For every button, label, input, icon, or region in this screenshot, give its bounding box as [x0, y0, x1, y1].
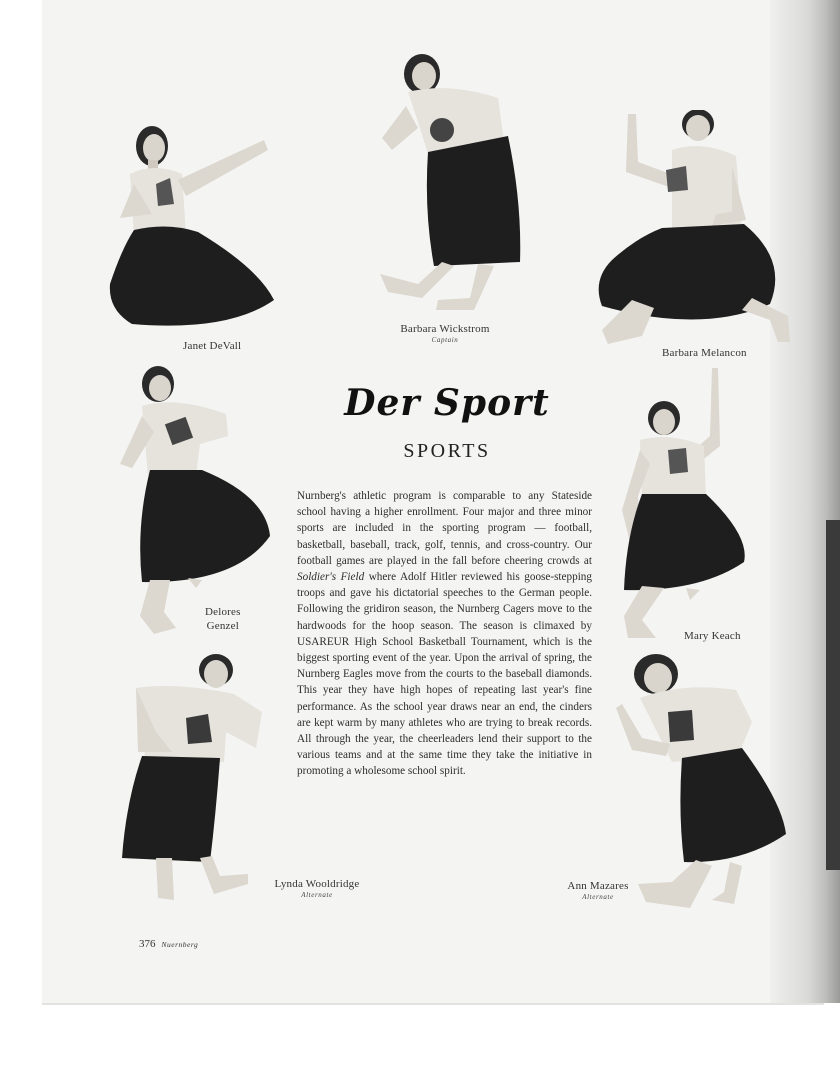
publication-name: Nuernberg — [161, 940, 199, 949]
page-number: 376 — [139, 938, 156, 950]
cheerleader-name: Janet DeVall — [183, 340, 242, 352]
caption-barbara-wickstrom — [397, 323, 493, 344]
caption-janet-devall — [183, 340, 241, 352]
caption-mary-keach — [684, 630, 741, 642]
page-bottom-edge — [42, 1003, 824, 1005]
photo-barbara-melancon — [592, 110, 800, 348]
cheerleader-role: Captain — [431, 336, 459, 344]
caption-lynda-wooldridge — [267, 878, 367, 899]
cheerleader-name: Mary Keach — [684, 630, 741, 642]
photo-delores-genzel — [116, 366, 274, 636]
paragraph-text-1: Nurnberg's athletic program is comparable to any Stateside school having a higher enrollment. Four major and three minor sports are included in the sporting program — football, basketball, baseball, track, golf, tennis, and cross-country. Our football games are played in the fall before cheering crowds at — [297, 490, 592, 567]
photo-barbara-wickstrom — [378, 52, 528, 314]
cheerleader-name-line2: Genzel — [206, 620, 239, 632]
photo-janet-devall — [108, 118, 276, 333]
photo-lynda-wooldridge — [116, 652, 270, 908]
photo-mary-keach — [620, 366, 750, 644]
caption-barbara-melancon — [662, 347, 747, 359]
page-title: Der Sport — [344, 382, 550, 424]
cheerleader-name: Barbara Wickstrom — [400, 323, 490, 335]
page-folio — [139, 938, 198, 950]
cheerleader-name: Lynda Wooldridge — [274, 878, 360, 890]
cheerleader-role: Alternate — [301, 891, 333, 899]
paragraph-text-2: where Adolf Hitler reviewed his goose-stepping troops and gave his dictatorial speeches to the German people. Following the gridiron season, the Nurnberg Cagers move to the hardwoods for the hoop season. The season is climaxed by USAREUR High School Basketball Tournament, which is the biggest sporting event of the year. Upon the arrival of spring, the Nurnberg Eagles move from the courts to the baseball diamonds. This year they have high hopes of repeating last year's fine performance. As the school year draws near an end, the cinders are kept warm by many athletes who are trying to break records. All through the year, the cheerleaders lend their support to the various teams and at the same time they take the initiative in promoting a wholesome school spirit. — [297, 571, 592, 778]
page-subtitle: SPORTS — [403, 440, 491, 462]
caption-ann-mazares — [562, 880, 634, 901]
cheerleader-role: Alternate — [582, 893, 614, 901]
cheerleader-name: Ann Mazares — [567, 880, 629, 892]
photo-ann-mazares — [612, 652, 790, 912]
binding-shadow — [826, 520, 840, 870]
paragraph-emphasis: Soldier's Field — [297, 571, 365, 584]
cheerleader-name: Barbara Melancon — [662, 347, 747, 359]
caption-delores-genzel — [205, 605, 241, 633]
cheerleader-name: Delores — [205, 606, 241, 618]
body-paragraph — [297, 488, 592, 780]
